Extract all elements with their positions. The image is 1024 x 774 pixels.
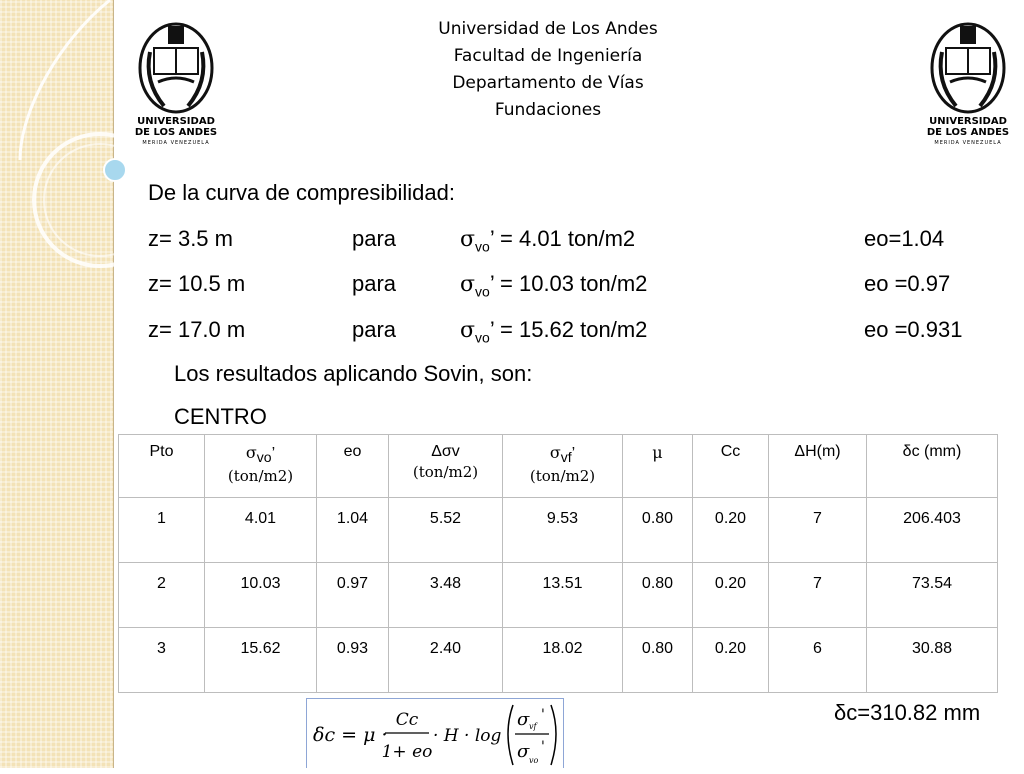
table-cell: 15.62 xyxy=(205,628,317,693)
table-cell: 9.53 xyxy=(503,498,623,563)
svg-text:': ' xyxy=(541,739,545,755)
para-label: para xyxy=(352,271,397,296)
col-header-initial-stress: $\sigma_{vo}$’ (ton/m2) xyxy=(205,435,317,498)
header-department: Departamento de Vías xyxy=(452,73,644,93)
col-header-cc: Cc xyxy=(693,435,769,498)
col-header-void-ratio: eo xyxy=(317,435,389,498)
total-settlement: δc=310.82 mm xyxy=(834,700,981,725)
table-cell: 1 xyxy=(119,498,205,563)
depth-label: z= 10.5 m xyxy=(148,271,246,296)
table-header-row xyxy=(119,435,998,498)
svg-text:vf: vf xyxy=(529,722,537,731)
settlement-formula xyxy=(306,698,564,768)
formula-mid: · H · log xyxy=(433,726,502,746)
stress-value: $\sigma_{vo}$’ = 15.62 ton/m2 xyxy=(460,317,648,346)
table-cell: 0.80 xyxy=(623,628,693,693)
para-label: para xyxy=(352,226,397,251)
table-cell: 3.48 xyxy=(389,563,503,628)
table-cell: 4.01 xyxy=(205,498,317,563)
results-intro: Los resultados aplicando Sovin, son: xyxy=(174,361,533,386)
formula-sigma-vf: σ xyxy=(517,709,530,730)
table-cell: 10.03 xyxy=(205,563,317,628)
table-cell: 30.88 xyxy=(867,628,998,693)
col-header-final-stress: $\sigma_{vf}$’ (ton/m2) xyxy=(503,435,623,498)
table-cell: 2 xyxy=(119,563,205,628)
formula-denominator: 1+ eo xyxy=(381,742,433,762)
void-ratio: eo=1.04 xyxy=(864,226,945,251)
section-label: CENTRO xyxy=(174,404,267,429)
table-cell: 0.97 xyxy=(317,563,389,628)
table-cell: 73.54 xyxy=(867,563,998,628)
results-table xyxy=(118,434,998,693)
table-cell: 7 xyxy=(769,498,867,563)
header-university: Universidad de Los Andes xyxy=(438,19,658,39)
para-label: para xyxy=(352,317,397,342)
svg-text:vo: vo xyxy=(529,756,539,765)
table-cell: 206.403 xyxy=(867,498,998,563)
table-cell: 18.02 xyxy=(503,628,623,693)
table-cell: 1.04 xyxy=(317,498,389,563)
table-row xyxy=(119,628,998,693)
svg-text:UNIVERSIDAD: UNIVERSIDAD xyxy=(929,116,1007,127)
table-cell: 0.80 xyxy=(623,498,693,563)
depth-label: z= 3.5 m xyxy=(148,226,233,251)
svg-text:DE LOS ANDES: DE LOS ANDES xyxy=(926,127,1010,138)
table-cell: 0.80 xyxy=(623,563,693,628)
svg-text:UNIVERSIDAD: UNIVERSIDAD xyxy=(137,116,215,127)
col-header-mu: μ xyxy=(623,435,693,498)
university-logo-right xyxy=(922,12,1014,148)
table-cell: 2.40 xyxy=(389,628,503,693)
intro-text: De la curva de compresibilidad: xyxy=(148,180,455,205)
col-header-settlement: δc (mm) xyxy=(867,435,998,498)
svg-text:': ' xyxy=(541,707,545,723)
table-cell: 7 xyxy=(769,563,867,628)
svg-text:DE LOS ANDES: DE LOS ANDES xyxy=(134,127,218,138)
header-course: Fundaciones xyxy=(494,100,602,120)
col-header-stress-increment: Δσv (ton/m2) xyxy=(389,435,503,498)
col-header-point: Pto xyxy=(119,435,205,498)
table-cell: 0.20 xyxy=(693,498,769,563)
table-row xyxy=(119,498,998,563)
formula-sigma-vo: σ xyxy=(517,741,530,762)
table-cell: 13.51 xyxy=(503,563,623,628)
table-row xyxy=(119,563,998,628)
table-cell: 0.20 xyxy=(693,628,769,693)
depth-label: z= 17.0 m xyxy=(148,317,246,342)
stress-value: $\sigma_{vo}$’ = 4.01 ton/m2 xyxy=(460,226,636,255)
col-header-thickness: ΔH(m) xyxy=(769,435,867,498)
formula-lhs: δc = μ · xyxy=(313,724,388,746)
bullet-dot xyxy=(104,159,126,181)
table-cell: 0.93 xyxy=(317,628,389,693)
table-cell: 6 xyxy=(769,628,867,693)
table-cell: 0.20 xyxy=(693,563,769,628)
slide-header xyxy=(380,16,716,124)
header-faculty: Facultad de Ingeniería xyxy=(453,46,643,66)
void-ratio: eo =0.97 xyxy=(864,271,951,296)
svg-text:MERIDA VENEZUELA: MERIDA VENEZUELA xyxy=(142,140,210,146)
university-logo-left xyxy=(130,12,222,148)
void-ratio: eo =0.931 xyxy=(864,317,963,342)
stress-value: $\sigma_{vo}$’ = 10.03 ton/m2 xyxy=(460,271,648,300)
table-cell: 3 xyxy=(119,628,205,693)
table-cell: 5.52 xyxy=(389,498,503,563)
formula-numerator: Cc xyxy=(395,710,419,730)
svg-text:MERIDA VENEZUELA: MERIDA VENEZUELA xyxy=(934,140,1002,146)
